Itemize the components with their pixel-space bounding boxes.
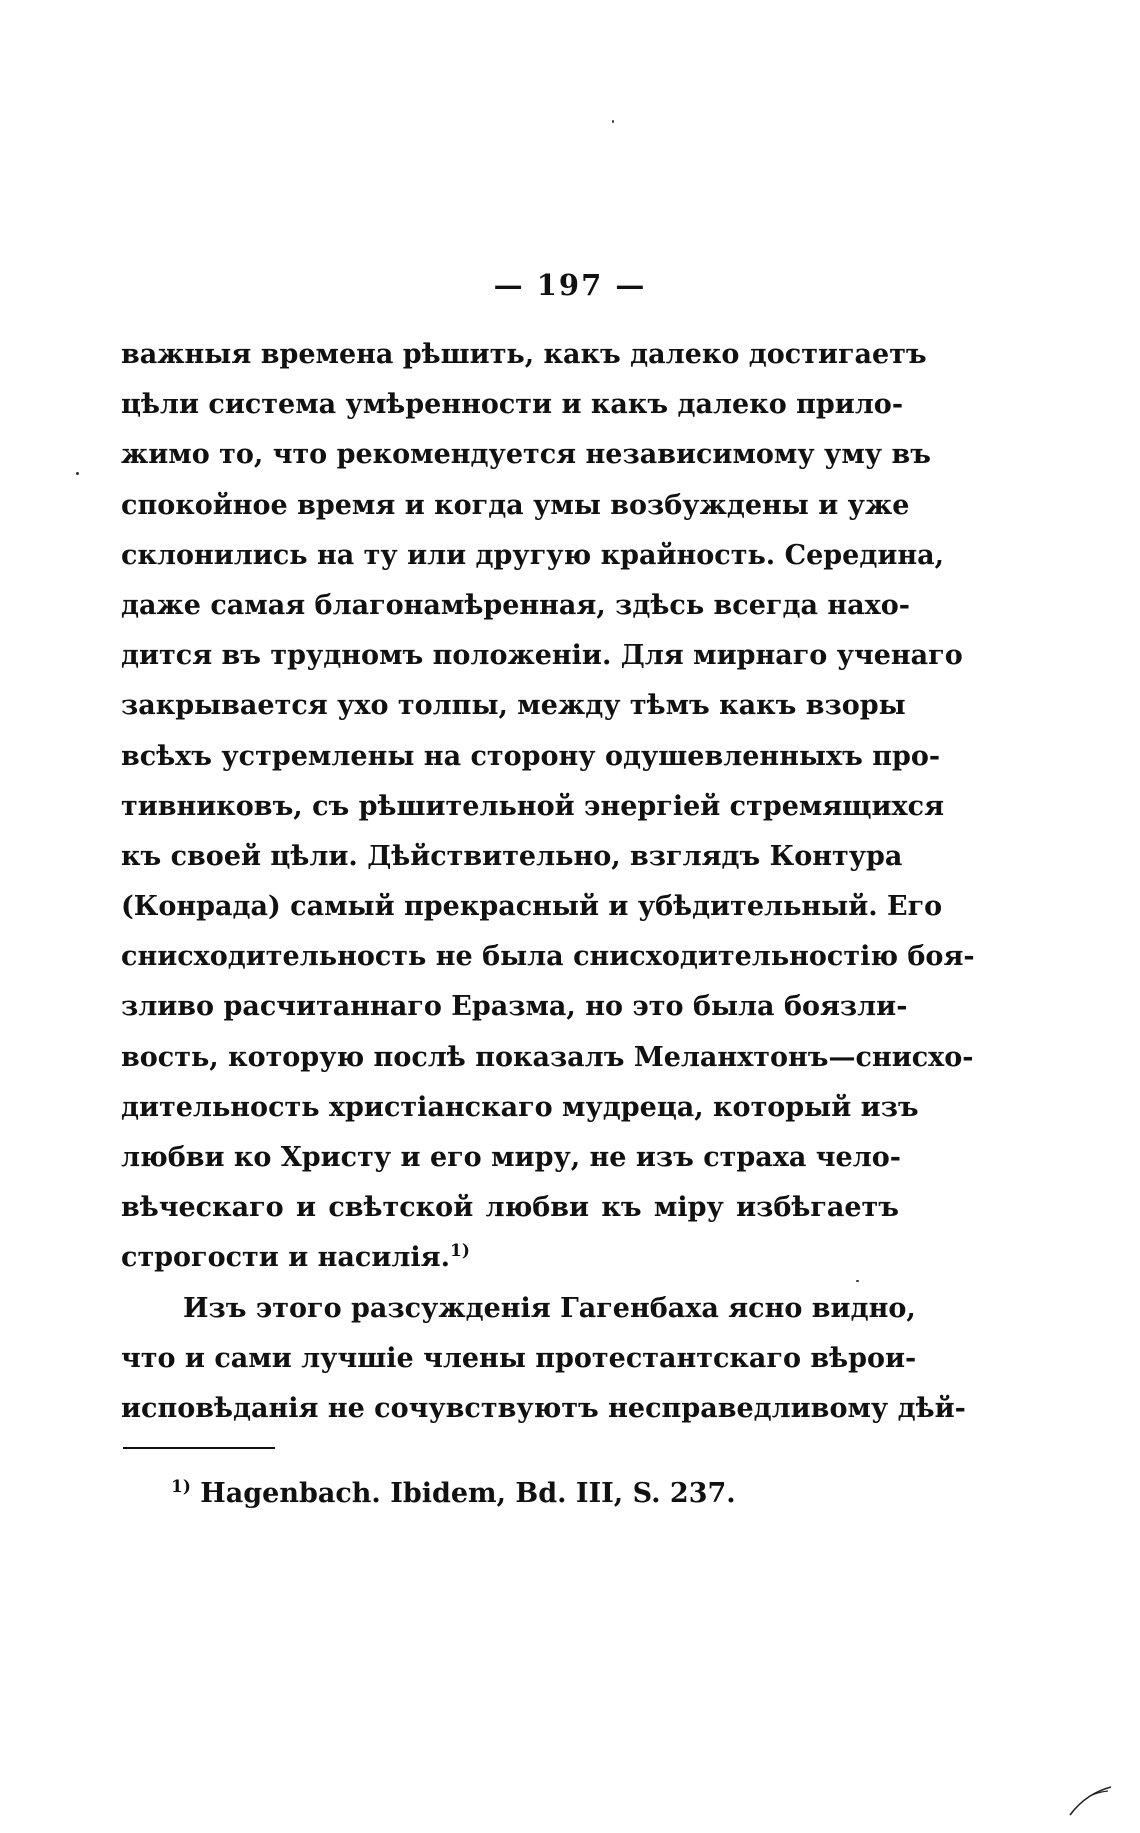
text-line: любви ко Христу и его миру, не изъ страха чело- — [121, 1142, 901, 1173]
text-line: склонились на ту или другую крайность. Середина, — [121, 539, 944, 571]
text-line: вѣческаго и свѣтской любви къ міру избѣгаетъ — [121, 1192, 899, 1224]
text-line: важныя времена рѣшить, какъ далеко достигаетъ — [121, 339, 927, 370]
page-number: — 197 — — [493, 268, 647, 302]
text-line: всѣхъ устремлены на сторону одушевленныхъ про- — [121, 740, 941, 772]
text-line: что и сами лучшіе члены протестантскаго вѣрои- — [121, 1342, 917, 1374]
pen-stroke-mark — [1068, 1782, 1113, 1817]
text-line: спокойное время и когда умы возбуждены и уже — [121, 489, 910, 521]
text-line-last — [121, 1233, 899, 1283]
text-line: снисходительность не была снисходительностію боя- — [121, 941, 975, 973]
footnote-text: Hagenbach. Ibidem, Bd. III, S. 237. — [200, 1478, 736, 1509]
footnote — [171, 1478, 736, 1509]
scan-speck — [612, 120, 614, 123]
scan-speck — [76, 472, 79, 475]
text-line: дительность христіанскаго мудреца, который изъ — [121, 1091, 919, 1123]
text-line: жимо то, что рекомендуется независимому уму въ — [121, 439, 931, 471]
scan-speck — [856, 1280, 859, 1282]
footnote-mark: 1) — [171, 1477, 191, 1497]
text-line: тивниковъ, съ рѣшительной энергіей стремящихся — [121, 790, 945, 822]
text-line: даже самая благонамѣренная, здѣсь всегда нахо- — [121, 589, 910, 621]
text-line: исповѣданія не сочувствуютъ несправедливому дѣй- — [121, 1392, 966, 1424]
text-line: закрывается ухо толпы, между тѣмъ какъ взоры — [121, 690, 906, 722]
text-line: дится въ трудномъ положеніи. Для мирнаго ученаго — [121, 640, 963, 672]
paragraph-first-line: Изъ этого разсужденія Гагенбаха ясно видно, — [183, 1292, 916, 1324]
text-line: зливо расчитаннаго Еразма, но это была боязли- — [121, 991, 908, 1023]
text-line: цѣли система умѣренности и какъ далеко прило- — [121, 389, 904, 421]
footnote-reference: 1) — [450, 1241, 470, 1262]
text-line-content: строгости и насилія. — [121, 1242, 450, 1274]
footnote-divider — [123, 1447, 275, 1449]
body-text — [121, 330, 975, 1434]
text-line: (Конрада) самый прекрасный и убѣдительный. Его — [121, 891, 943, 923]
text-line: къ своей цѣли. Дѣйствительно, взглядъ Контура — [121, 840, 903, 872]
text-line: вость, которую послѣ показалъ Меланхтонъ—снисхо- — [121, 1041, 974, 1073]
